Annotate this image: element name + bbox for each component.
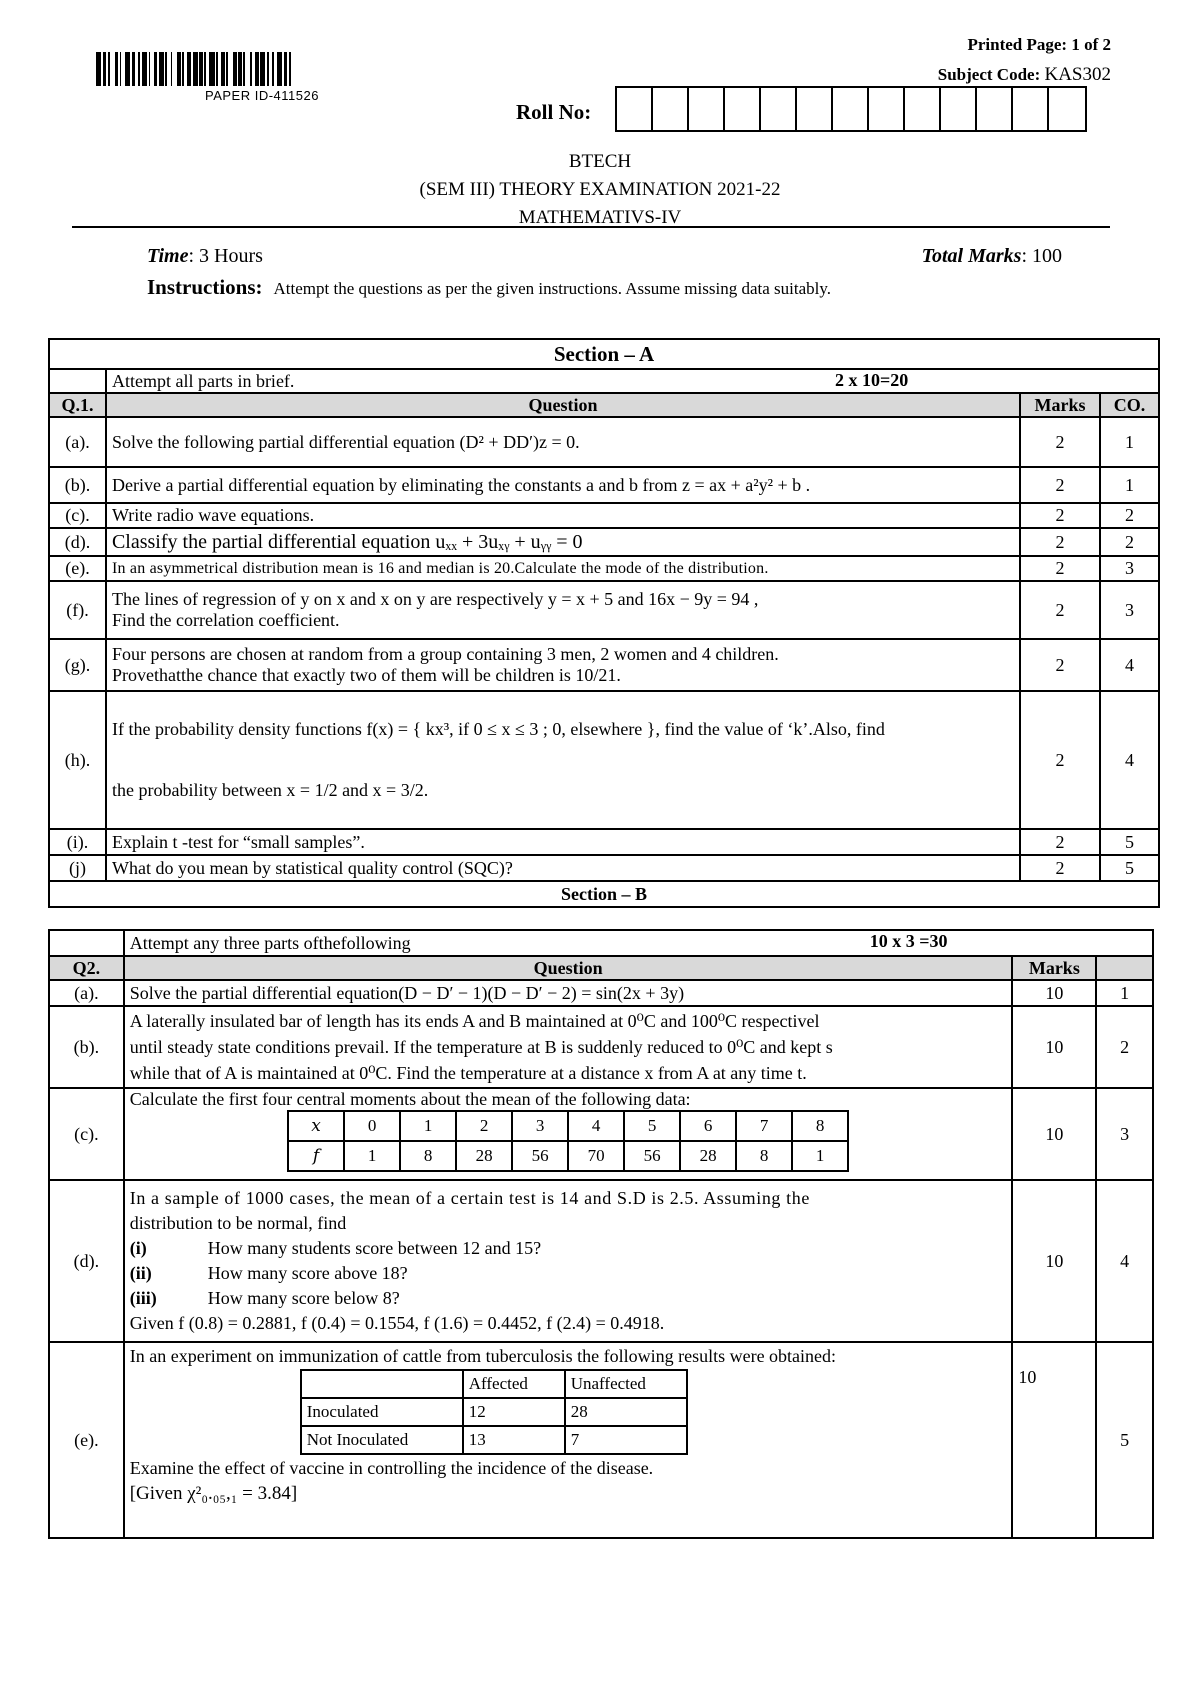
roll-box[interactable] bbox=[653, 88, 689, 130]
row-label: Not Inoculated bbox=[301, 1426, 463, 1454]
attempt-text: Attempt any three parts ofthefollowing bbox=[129, 932, 411, 953]
table-row bbox=[49, 467, 1159, 503]
q-id: (i). bbox=[49, 829, 106, 855]
exam-heading bbox=[0, 148, 1200, 232]
attempt-marks: 10 x 3 =30 bbox=[869, 931, 948, 951]
section-a-table bbox=[48, 338, 1160, 908]
roll-box[interactable] bbox=[1049, 88, 1085, 130]
q-id: (d). bbox=[49, 1180, 124, 1342]
col-question: Question bbox=[124, 956, 1013, 980]
q-line: In a sample of 1000 cases, the mean of a certain test is 14 and S.D is 2.5. Assuming the bbox=[129, 1188, 810, 1208]
q-co: 3 bbox=[1100, 581, 1159, 639]
exam-title: (SEM III) THEORY EXAMINATION 2021-22 bbox=[419, 179, 781, 200]
cell: 28 bbox=[565, 1398, 687, 1426]
x-label: x bbox=[288, 1111, 344, 1141]
marks-label: Total Marks bbox=[921, 245, 1022, 267]
table-row bbox=[49, 528, 1159, 556]
q-co: 4 bbox=[1100, 639, 1159, 691]
table-row bbox=[49, 417, 1159, 467]
q-text: Explain t -test for “small samples”. bbox=[106, 829, 1020, 855]
header-cell: Unaffected bbox=[565, 1370, 687, 1398]
roll-no-label: Roll No: bbox=[516, 100, 592, 124]
q-text: In an asymmetrical distribution mean is 16 and median is 20.Calculate the mode of the distribution. bbox=[106, 556, 1020, 581]
q-line: If the probability density functions f(x) = { kx³, if 0 ≤ x ≤ 3 ; 0, elsewhere }, find the value of ‘k’.Also, find bbox=[111, 719, 885, 739]
row-label: Inoculated bbox=[301, 1398, 463, 1426]
instructions-text: Attempt the questions as per the given instructions. Assume missing data suitably. bbox=[273, 279, 831, 298]
q-id: (c). bbox=[49, 1088, 124, 1180]
q-co: 5 bbox=[1100, 829, 1159, 855]
q-co: 1 bbox=[1100, 467, 1159, 503]
table-row bbox=[49, 639, 1159, 691]
f-cell: 56 bbox=[624, 1141, 680, 1171]
q-co: 2 bbox=[1100, 528, 1159, 556]
q-text: Solve the partial differential equation(D − D′ − 1)(D − D′ − 2) = sin(2x + 3y) bbox=[124, 980, 1013, 1006]
q-text bbox=[106, 581, 1020, 639]
q-id: (b). bbox=[49, 1006, 124, 1088]
table-row bbox=[49, 829, 1159, 855]
q-text: What do you mean by statistical quality control (SQC)? bbox=[106, 855, 1020, 881]
x-cell: 2 bbox=[456, 1111, 512, 1141]
q-co: 2 bbox=[1096, 1006, 1153, 1088]
x-cell: 7 bbox=[736, 1111, 792, 1141]
time-label: Time bbox=[147, 245, 189, 267]
q-id: (j) bbox=[49, 855, 106, 881]
table-row bbox=[49, 1342, 1153, 1538]
f-cell: 28 bbox=[680, 1141, 736, 1171]
q-marks: 10 bbox=[1012, 1342, 1096, 1538]
q-marks: 2 bbox=[1020, 639, 1100, 691]
roll-box[interactable] bbox=[977, 88, 1013, 130]
roll-box[interactable] bbox=[869, 88, 905, 130]
q-marks: 2 bbox=[1020, 417, 1100, 467]
printed-page: Printed Page: 1 of 2 bbox=[967, 35, 1111, 54]
q-marks: 2 bbox=[1020, 691, 1100, 829]
sub-question bbox=[130, 1261, 1007, 1286]
q-line: Four persons are chosen at random from a group containing 3 men, 2 women and 4 children. bbox=[111, 644, 779, 664]
q-id: (b). bbox=[49, 467, 106, 503]
q-co: 3 bbox=[1100, 556, 1159, 581]
paper-id: PAPER ID-411526 bbox=[205, 88, 319, 103]
subject-code-label: Subject Code: bbox=[937, 65, 1041, 84]
x-cell: 1 bbox=[400, 1111, 456, 1141]
q-line: Provethatthe chance that exactly two of them will be children is 10/21. bbox=[111, 665, 621, 685]
q-text: Derive a partial differential equation by eliminating the constants a and b from z = ax + a²y² + b . bbox=[106, 467, 1020, 503]
given-values: [Given χ²₀.₀₅,₁ = 3.84] bbox=[129, 1483, 298, 1504]
sub-num: (ii) bbox=[129, 1263, 152, 1283]
q-line: the probability between x = 1/2 and x = 3/2. bbox=[111, 780, 429, 800]
time-value: : 3 Hours bbox=[188, 245, 263, 267]
subject-title: MATHEMATIVS-IV bbox=[518, 207, 682, 228]
divider bbox=[72, 226, 1110, 228]
roll-box[interactable] bbox=[941, 88, 977, 130]
roll-box[interactable] bbox=[1013, 88, 1049, 130]
sub-question bbox=[130, 1286, 1007, 1311]
roll-box[interactable] bbox=[905, 88, 941, 130]
q-text bbox=[106, 691, 1020, 829]
instructions-label: Instructions: bbox=[147, 275, 263, 299]
sub-text: How many students score between 12 and 15? bbox=[207, 1238, 542, 1258]
sub-num: (iii) bbox=[129, 1288, 157, 1308]
q-co: 5 bbox=[1096, 1342, 1153, 1538]
program: BTECH bbox=[568, 151, 632, 172]
q-marks: 10 bbox=[1012, 1006, 1096, 1088]
sub-num: (i) bbox=[129, 1238, 147, 1258]
f-cell: 70 bbox=[568, 1141, 624, 1171]
marks-value: : 100 bbox=[1021, 245, 1062, 267]
printed-info bbox=[938, 30, 1111, 90]
q-id: (c). bbox=[49, 503, 106, 528]
cell: 7 bbox=[565, 1426, 687, 1454]
contingency-table bbox=[300, 1369, 688, 1455]
q-line: Examine the effect of vaccine in controlling the incidence of the disease. bbox=[129, 1458, 654, 1478]
given-values: Given f (0.8) = 0.2881, f (0.4) = 0.1554, f (1.6) = 0.4452, f (2.4) = 0.4918. bbox=[129, 1313, 665, 1333]
q-co: 5 bbox=[1100, 855, 1159, 881]
x-cell: 4 bbox=[568, 1111, 624, 1141]
table-row bbox=[49, 691, 1159, 829]
col-q: Q.1. bbox=[49, 393, 106, 417]
q-marks: 2 bbox=[1020, 556, 1100, 581]
q-text bbox=[124, 1342, 1013, 1538]
q-co: 4 bbox=[1100, 691, 1159, 829]
col-q: Q2. bbox=[49, 956, 124, 980]
q-line: A laterally insulated bar of length has its ends A and B maintained at 0⁰C and 100⁰C respectivel bbox=[129, 1011, 820, 1031]
q-line: Calculate the first four central moments about the mean of the following data: bbox=[129, 1089, 691, 1109]
q-text bbox=[124, 1006, 1013, 1088]
q-text: Write radio wave equations. bbox=[106, 503, 1020, 528]
q-co: 4 bbox=[1096, 1180, 1153, 1342]
q-id: (e). bbox=[49, 556, 106, 581]
q-line: until steady state conditions prevail. If the temperature at B is suddenly reduced to 0⁰C and kept s bbox=[129, 1037, 833, 1057]
table-row bbox=[49, 1088, 1153, 1180]
q-id: (e). bbox=[49, 1342, 124, 1538]
q-marks: 2 bbox=[1020, 503, 1100, 528]
x-cell: 6 bbox=[680, 1111, 736, 1141]
roll-box[interactable] bbox=[797, 88, 833, 130]
x-cell: 0 bbox=[344, 1111, 400, 1141]
section-a-attempt bbox=[106, 369, 1159, 393]
table-row bbox=[49, 1180, 1153, 1342]
q-id: (g). bbox=[49, 639, 106, 691]
f-cell: 28 bbox=[456, 1141, 512, 1171]
col-co: CO. bbox=[1100, 393, 1159, 417]
sub-text: How many score below 8? bbox=[207, 1288, 400, 1308]
table-row bbox=[49, 503, 1159, 528]
q-marks: 10 bbox=[1012, 980, 1096, 1006]
x-cell: 3 bbox=[512, 1111, 568, 1141]
section-a-title: Section – A bbox=[49, 339, 1159, 369]
sub-text: How many score above 18? bbox=[207, 1263, 408, 1283]
roll-box[interactable] bbox=[689, 88, 725, 130]
f-cell: 8 bbox=[736, 1141, 792, 1171]
total-marks-line bbox=[922, 245, 1062, 268]
header-cell: Affected bbox=[463, 1370, 565, 1398]
section-b-title: Section – B bbox=[49, 881, 1159, 907]
instructions bbox=[147, 275, 831, 300]
q-marks: 2 bbox=[1020, 855, 1100, 881]
time-line bbox=[147, 245, 263, 268]
q-text bbox=[124, 1088, 1013, 1180]
q-co: 3 bbox=[1096, 1088, 1153, 1180]
cell: 13 bbox=[463, 1426, 565, 1454]
roll-box[interactable] bbox=[725, 88, 761, 130]
roll-no-boxes[interactable] bbox=[615, 86, 1087, 132]
f-cell: 56 bbox=[512, 1141, 568, 1171]
f-cell: 1 bbox=[344, 1141, 400, 1171]
q-line: In an experiment on immunization of cattle from tuberculosis the following results were obtained: bbox=[129, 1346, 837, 1366]
q-text: Classify the partial differential equation uₓₓ + 3uₓᵧ + uᵧᵧ = 0 bbox=[106, 528, 1020, 556]
f-cell: 1 bbox=[792, 1141, 848, 1171]
table-row bbox=[49, 1006, 1153, 1088]
q-line: Find the correlation coefficient. bbox=[111, 610, 340, 630]
f-label: f bbox=[288, 1141, 344, 1171]
roll-box[interactable] bbox=[617, 88, 653, 130]
attempt-marks: 2 x 10=20 bbox=[834, 370, 909, 390]
barcode-bar bbox=[291, 52, 296, 86]
col-marks: Marks bbox=[1012, 956, 1096, 980]
q-id: (d). bbox=[49, 528, 106, 556]
x-cell: 5 bbox=[624, 1111, 680, 1141]
subject-code: KAS302 bbox=[1044, 64, 1111, 85]
q-id: (a). bbox=[49, 417, 106, 467]
col-question: Question bbox=[106, 393, 1020, 417]
col-marks: Marks bbox=[1020, 393, 1100, 417]
barcode bbox=[96, 52, 456, 86]
q-text bbox=[106, 639, 1020, 691]
frequency-table bbox=[287, 1110, 849, 1172]
x-cell: 8 bbox=[792, 1111, 848, 1141]
roll-box[interactable] bbox=[833, 88, 869, 130]
cell: 12 bbox=[463, 1398, 565, 1426]
q-marks: 2 bbox=[1020, 829, 1100, 855]
q-marks: 2 bbox=[1020, 528, 1100, 556]
q-marks: 10 bbox=[1012, 1088, 1096, 1180]
table-row bbox=[49, 556, 1159, 581]
q-text bbox=[124, 1180, 1013, 1342]
sub-question bbox=[130, 1236, 1007, 1261]
section-b-attempt bbox=[124, 930, 1153, 956]
q-marks: 10 bbox=[1012, 1180, 1096, 1342]
attempt-text: Attempt all parts in brief. bbox=[111, 370, 295, 391]
q-id: (h). bbox=[49, 691, 106, 829]
table-row bbox=[49, 980, 1153, 1006]
q-text: Solve the following partial differential equation (D² + DD′)z = 0. bbox=[106, 417, 1020, 467]
q-marks: 2 bbox=[1020, 467, 1100, 503]
q-marks: 2 bbox=[1020, 581, 1100, 639]
section-b-table bbox=[48, 929, 1154, 1539]
roll-box[interactable] bbox=[761, 88, 797, 130]
q-co: 1 bbox=[1100, 417, 1159, 467]
q-line: The lines of regression of y on x and x on y are respectively y = x + 5 and 16x − 9y = 94 , bbox=[111, 589, 759, 609]
table-row bbox=[49, 855, 1159, 881]
q-line: distribution to be normal, find bbox=[129, 1213, 347, 1233]
q-id: (a). bbox=[49, 980, 124, 1006]
q-co: 1 bbox=[1096, 980, 1153, 1006]
q-line: while that of A is maintained at 0⁰C. Find the temperature at a distance x from A at any time t. bbox=[129, 1063, 807, 1083]
q-id: (f). bbox=[49, 581, 106, 639]
f-cell: 8 bbox=[400, 1141, 456, 1171]
table-row bbox=[49, 581, 1159, 639]
q-co: 2 bbox=[1100, 503, 1159, 528]
